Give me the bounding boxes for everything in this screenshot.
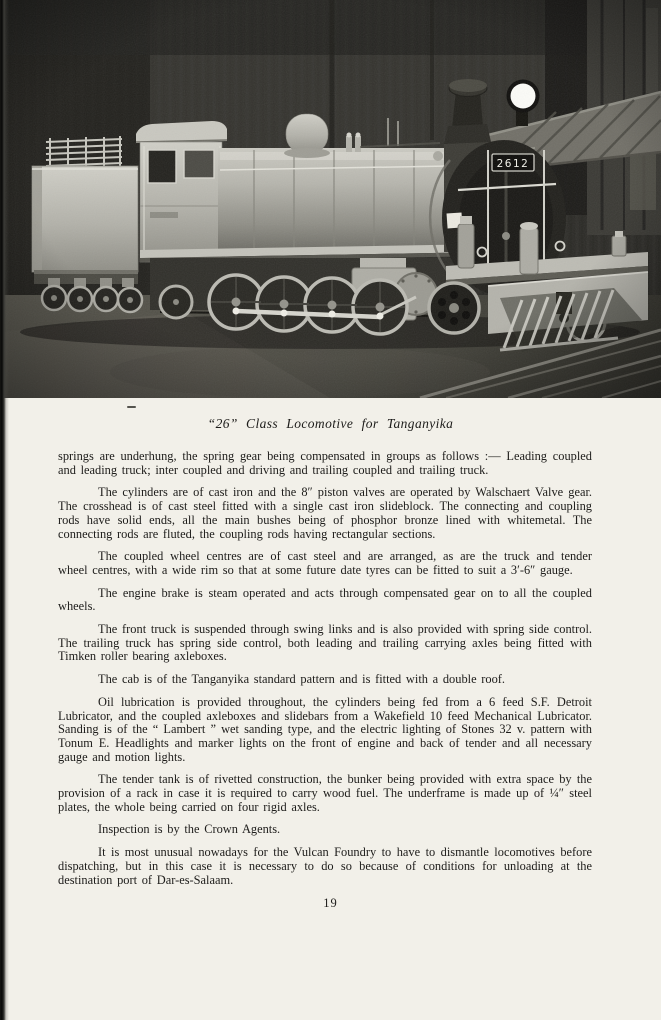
photo-caption: “26” Class Locomotive for Tanganyika: [207, 416, 454, 431]
vignette: [0, 0, 661, 398]
article-body: [0, 432, 661, 887]
locomotive-photo-illustration: [0, 0, 661, 398]
page-number: 19: [323, 896, 338, 911]
paragraph-springs: springs are underhung, the spring gear being compensated in groups as follows :— Leading coupled and leading truck; inter coupled and driving and trailing coupled and trailing truck.: [58, 449, 592, 477]
paragraph-trucks: The front truck is suspended through swing links and is also provided with spring side control. The trailing truck has spring side control, both leading and trailing carrying axles being fitted with Timken roller bearing axleboxes.: [58, 622, 592, 664]
print-artifact-dash: [127, 406, 136, 408]
paragraph-engine-brake: The engine brake is steam operated and acts through compensated gear on to all the coupled wheels.: [58, 585, 592, 614]
locomotive-photo: [0, 0, 661, 398]
paragraph-wheel-centres: The coupled wheel centres are of cast steel and are arranged, as are the truck and tender wheel centres, with a wide rim so that at some future date tyres can be fitted to suit a 3′-6″ gauge.: [58, 549, 592, 577]
paragraph-dismantle: It is most unusual nowadays for the Vulcan Foundry to have to dismantle locomotives before dispatching, but in this case it is necessary to do so because of conditions for unloading at the destination port of Dar-es-Salaam.: [58, 845, 592, 887]
paragraph-lubrication: Oil lubrication is provided throughout, the cylinders being fed from a 6 feed S.F. Detroit Lubricator, and the coupled axleboxes and slidebars from a Wakefield 10 feed Mechanical Lubricator. Sanding is of the “ Lambert ” wet sanding type, and the electric lighting of Stones 32 v. pattern with Tonum E. Headlights and marker lights on the front of engine and back of tender and all necessary gauge and motion lights.: [58, 694, 592, 764]
paragraph-tender-tank: The tender tank is of rivetted construction, the bunker being provided with extra space by the provision of a rack in case it is required to carry wood fuel. The underframe is made up of ¼″ steel plates, the whole being carried on four rigid axles.: [58, 772, 592, 814]
paragraph-inspection: Inspection is by the Crown Agents.: [98, 822, 281, 837]
book-spine-edge: [0, 0, 9, 1020]
paragraph-cab: The cab is of the Tanganyika standard pattern and is fitted with a double roof.: [98, 672, 506, 687]
paragraph-cylinders: The cylinders are of cast iron and the 8″ piston valves are operated by Walschaert Valve gear. The crosshead is of cast steel fitted with a single cast iron slideblock. The connecting and coupling rods have solid ends, all the main bushes being of phosphor bronze lined with whitemetal. The connecting rods are fluted, the coupling rods having rectangular sections.: [58, 485, 592, 541]
